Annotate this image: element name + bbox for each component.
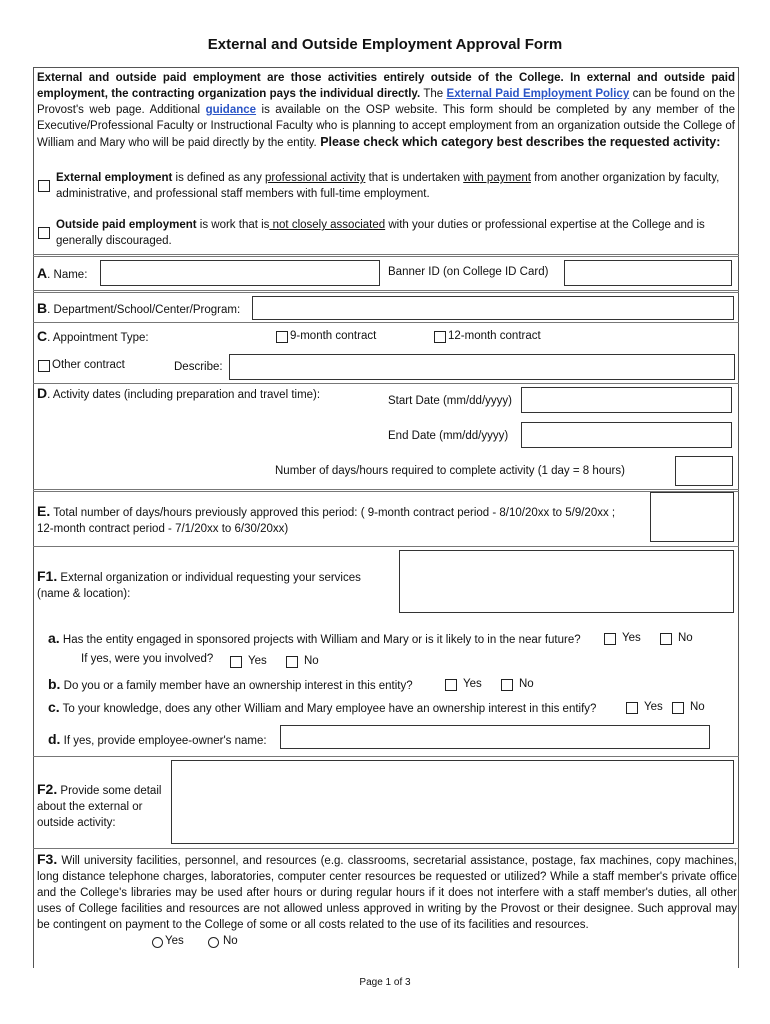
- section-c-label: [37, 328, 149, 344]
- section-label-text: Provide some detail: [57, 785, 162, 797]
- resources-yes-radio[interactable]: [152, 937, 163, 948]
- divider: [33, 383, 739, 384]
- section-label-text: about the external or: [37, 801, 143, 813]
- definition-text: not closely associated: [269, 219, 386, 231]
- section-f2-label: [37, 781, 172, 831]
- section-letter: A: [37, 265, 48, 281]
- guidance-link[interactable]: guidance: [205, 104, 257, 116]
- question-c-yes-checkbox[interactable]: [626, 702, 638, 714]
- involved-no-label: No: [304, 655, 319, 667]
- start-date-field[interactable]: [521, 387, 732, 413]
- question-b-no-checkbox[interactable]: [501, 679, 513, 691]
- section-label-text: External organization or individual requesting your services: [57, 572, 361, 584]
- definition-text: is defined as any: [172, 172, 266, 184]
- definition-text: is work that is: [196, 219, 270, 231]
- question-letter: d.: [48, 731, 61, 747]
- external-employment-checkbox[interactable]: [38, 180, 50, 192]
- banner-id-label: Banner ID (on College ID Card): [388, 266, 549, 278]
- question-c-no-label: No: [690, 701, 705, 713]
- section-label-text: . Activity dates (including preparation and travel time):: [47, 389, 321, 401]
- describe-label: Describe:: [174, 361, 223, 373]
- section-letter: E.: [37, 503, 51, 519]
- question-c-yes-label: Yes: [644, 701, 663, 713]
- external-employment-definition: [56, 170, 726, 202]
- divider: [33, 290, 739, 293]
- resources-no-label: No: [223, 935, 238, 947]
- question-a-no-label: No: [678, 632, 693, 644]
- question-a: [48, 630, 581, 646]
- section-letter: F3.: [37, 851, 58, 867]
- end-date-field[interactable]: [521, 422, 732, 448]
- check-prompt: Please check which category best describes the requested activity:: [316, 135, 721, 149]
- section-a-label: [37, 265, 87, 281]
- intro-text: is available on the OSP website. This form should be completed by any member of the Executive/Professional Faculty or Instructional Faculty who is planning to accept employment from an organization outside the College of William and Mary who will be paid directly by the entity.: [37, 104, 735, 149]
- divider: [33, 756, 739, 757]
- section-letter: C: [37, 328, 48, 344]
- question-a-yes-checkbox[interactable]: [604, 633, 616, 645]
- section-f3-label: [37, 851, 737, 933]
- definition-term: External employment: [56, 172, 173, 184]
- question-a-yes-label: Yes: [622, 632, 641, 644]
- question-b-yes-checkbox[interactable]: [445, 679, 457, 691]
- section-label-text: Will university facilities, personnel, and resources (e.g. classrooms, secretarial assistance, postage, fax machines, copy machines, long distance telephone charges, laboratories, computer center resources be requested or utilized? While a staff member's private office and the College's libraries may be used after hours or during regular hours if it does not interfere with a staff member's duties, all other uses of College facilities and resources are not allowed unless approved in writing by the Provost or their designee. Such approval may be contingent on payment to the College of some or all costs related to the use of its facilities and resources.: [37, 855, 737, 931]
- days-required-field[interactable]: [675, 456, 733, 486]
- section-letter: B: [37, 300, 48, 316]
- question-letter: a.: [48, 630, 60, 646]
- section-d-label: [37, 385, 320, 401]
- section-label-text: . Appointment Type:: [47, 332, 149, 344]
- divider: [33, 254, 739, 257]
- outside-paid-employment-checkbox[interactable]: [38, 227, 50, 239]
- intro-text: can be found on the Provost's web page. Additional: [37, 88, 735, 116]
- section-label-text: outside activity:: [37, 817, 116, 829]
- end-date-label: End Date (mm/dd/yyyy): [388, 430, 509, 442]
- question-b: [48, 676, 413, 692]
- other-contract-label: Other contract: [52, 359, 125, 371]
- days-required-label: Number of days/hours required to complete activity (1 day = 8 hours): [275, 465, 625, 477]
- question-text: Has the entity engaged in sponsored projects with William and Mary or is it likely to in the near future?: [59, 634, 581, 646]
- outside-paid-employment-definition: [56, 217, 726, 249]
- definition-text: with payment: [463, 172, 531, 184]
- twelve-month-contract-label: 12-month contract: [448, 330, 541, 342]
- external-organization-field[interactable]: [399, 550, 734, 613]
- activity-detail-field[interactable]: [171, 760, 734, 844]
- page-number: Page 1 of 3: [359, 977, 411, 988]
- question-text: If yes, provide employee-owner's name:: [60, 735, 267, 747]
- involved-yes-label: Yes: [248, 655, 267, 667]
- describe-field[interactable]: [229, 354, 735, 380]
- definition-term: Outside paid employment: [56, 219, 197, 231]
- divider: [33, 489, 739, 492]
- involved-yes-checkbox[interactable]: [230, 656, 242, 668]
- question-c: [48, 699, 596, 715]
- section-label-text: 12-month contract period - 7/1/20xx to 6/30/20xx): [37, 523, 289, 535]
- section-letter: F1.: [37, 568, 58, 584]
- question-a-no-checkbox[interactable]: [660, 633, 672, 645]
- name-field[interactable]: [100, 260, 380, 286]
- intro-text: The: [420, 88, 447, 100]
- section-label-text: Total number of days/hours previously approved this period: ( 9-month contract period - 8/10/20xx to 5/9/20xx ;: [50, 507, 616, 519]
- resources-yes-label: Yes: [165, 935, 184, 947]
- question-c-no-checkbox[interactable]: [672, 702, 684, 714]
- section-label-text: (name & location):: [37, 588, 131, 600]
- department-field[interactable]: [252, 296, 734, 320]
- question-d: [48, 731, 267, 747]
- twelve-month-contract-checkbox[interactable]: [434, 331, 446, 343]
- question-letter: b.: [48, 676, 61, 692]
- question-text: Do you or a family member have an ownership interest in this entity?: [60, 680, 413, 692]
- involved-no-checkbox[interactable]: [286, 656, 298, 668]
- question-letter: c.: [48, 699, 60, 715]
- section-e-label: [37, 503, 637, 537]
- intro-bold-lead: External and outside paid employment are those activities entirely outside of the College. In external and outside paid employment, the contracting organization pays the individual directly.: [37, 72, 735, 100]
- external-paid-employment-policy-link[interactable]: External Paid Employment Policy: [446, 88, 630, 100]
- intro-paragraph: [37, 70, 735, 151]
- definition-text: that is undertaken: [365, 172, 464, 184]
- divider: [33, 322, 739, 323]
- section-letter: F2.: [37, 781, 58, 797]
- section-label-text: . Name:: [47, 269, 88, 281]
- form-title: External and Outside Employment Approval Form: [207, 36, 563, 53]
- question-b-yes-label: Yes: [463, 678, 482, 690]
- nine-month-contract-checkbox[interactable]: [276, 331, 288, 343]
- section-f1-label: [37, 568, 397, 602]
- section-letter: D: [37, 385, 48, 401]
- other-contract-checkbox[interactable]: [38, 360, 50, 372]
- nine-month-contract-label: 9-month contract: [290, 330, 377, 342]
- question-a-sub: If yes, were you involved?: [81, 653, 214, 665]
- definition-text: with your duties or professional expertise at the College and is generally discouraged.: [56, 219, 705, 247]
- banner-id-field[interactable]: [564, 260, 732, 286]
- divider: [33, 546, 739, 547]
- divider: [33, 848, 739, 849]
- resources-no-radio[interactable]: [208, 937, 219, 948]
- start-date-label: Start Date (mm/dd/yyyy): [388, 395, 512, 407]
- question-b-no-label: No: [519, 678, 534, 690]
- employee-owner-name-field[interactable]: [280, 725, 710, 749]
- section-b-label: [37, 300, 240, 316]
- question-text: To your knowledge, does any other William and Mary employee have an ownership interest in this entify?: [59, 703, 597, 715]
- definition-text: professional activity: [265, 172, 366, 184]
- definition-text: from another organization by faculty, administrative, and professional staff members with full-time employment.: [56, 172, 720, 200]
- section-label-text: . Department/School/Center/Program:: [47, 304, 241, 316]
- previously-approved-field[interactable]: [650, 492, 734, 542]
